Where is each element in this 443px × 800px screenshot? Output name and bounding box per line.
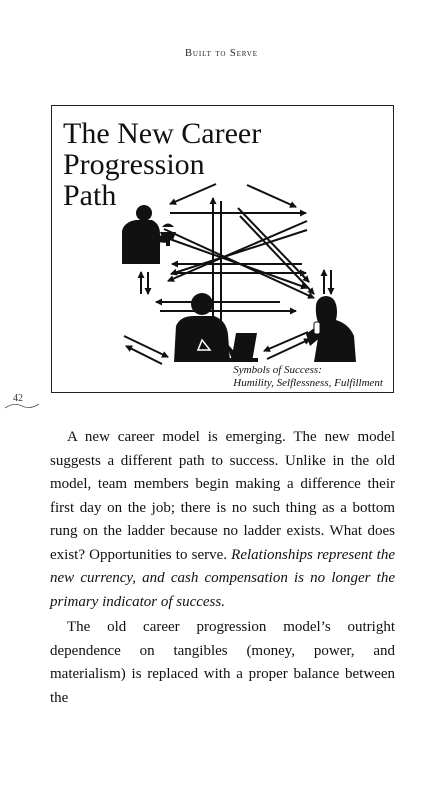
arrow <box>264 332 308 351</box>
paragraph <box>50 426 395 614</box>
arrow <box>170 184 216 204</box>
figure-caption <box>233 364 383 390</box>
arrow <box>267 339 310 359</box>
man-with-trophy-silhouette <box>122 205 176 264</box>
arrow-network-illustration <box>52 106 395 394</box>
figure-title-line: Path <box>63 179 117 212</box>
running-head: Built to Serve <box>185 48 258 59</box>
figure-title-line: Progression <box>63 148 205 181</box>
page-number: 42 <box>13 393 23 404</box>
arrow <box>124 336 168 357</box>
page-ornament <box>4 401 40 411</box>
arrow <box>171 230 307 274</box>
arrow <box>238 208 309 282</box>
figure-caption-line: Humility, Selflessness, Fulfillment <box>233 377 383 389</box>
figure-caption-line: Symbols of Success: <box>233 364 322 376</box>
arrow <box>240 216 314 294</box>
body-text <box>50 426 395 710</box>
arrow <box>164 237 307 288</box>
figure-title-line: The New Career <box>63 117 262 150</box>
arrow <box>126 346 162 364</box>
paragraph-italic-text: Relationships represent the new currency, and cash compensation is no longer the primary indicator of success. <box>50 546 396 610</box>
arrow <box>247 185 296 207</box>
paragraph: The old career progression model’s outright dependence on tangibles (money, power, and materialism) is replaced with a proper balance between the <box>50 619 395 706</box>
career-path-figure <box>51 105 394 393</box>
paragraph-text: A new career model is emerging. The new model suggests a different path to success. Unlike in the old model, team members begin making a difference their first day on the job; there is no such thing as a bottom rung on the ladder because no ladder exists. What does exist? Opportunities to serve. <box>50 429 395 563</box>
man-at-laptop-silhouette <box>174 293 258 362</box>
